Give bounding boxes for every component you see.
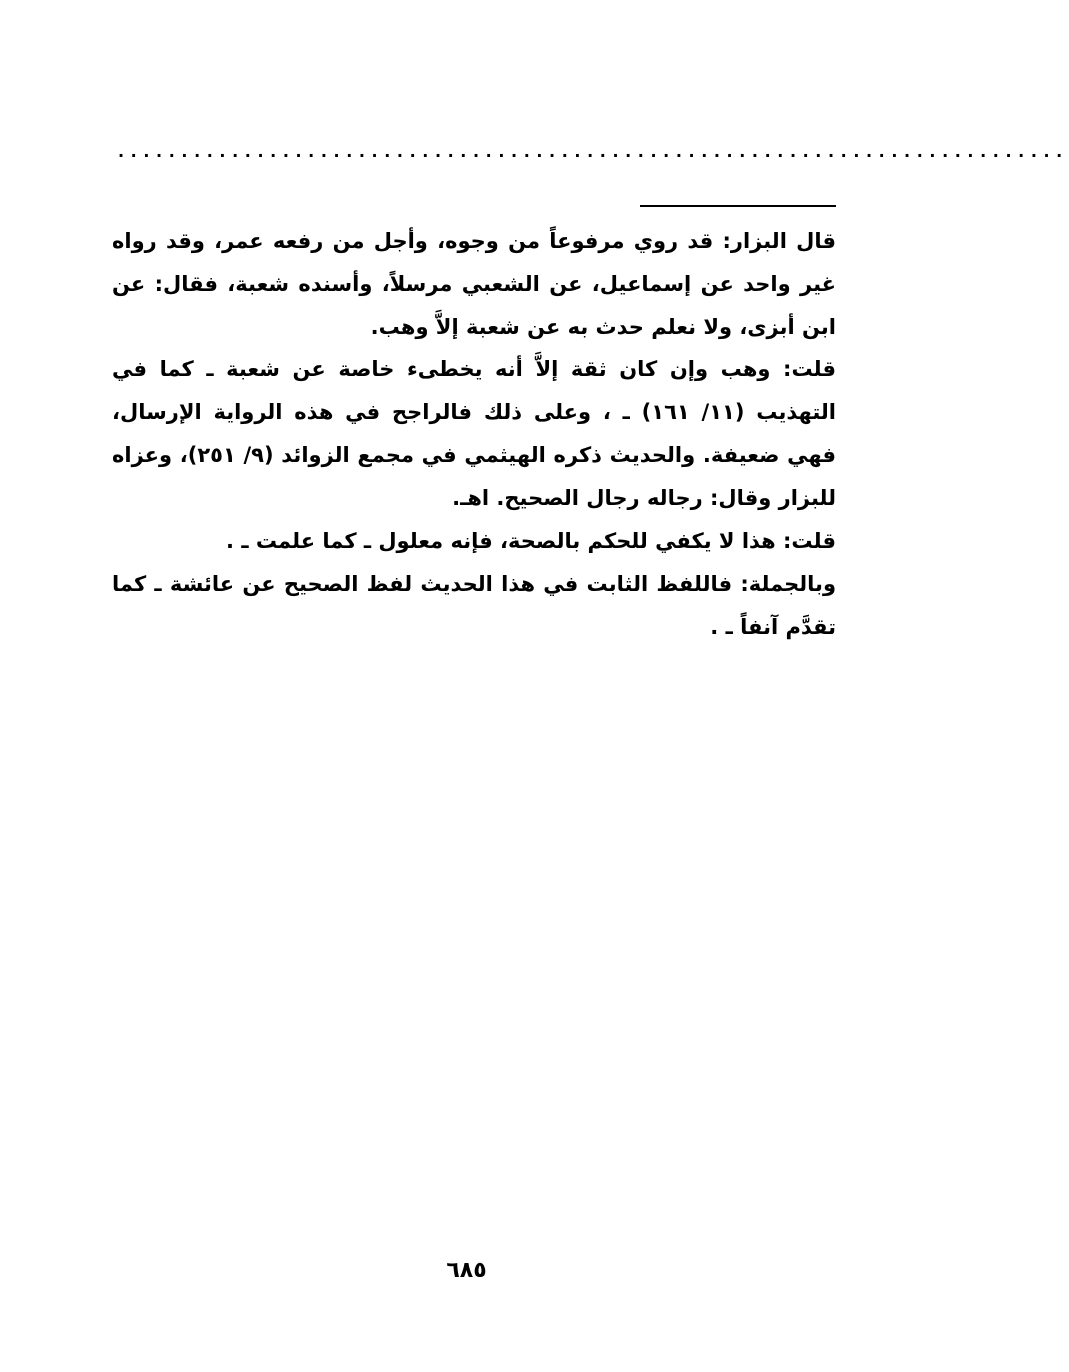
paragraph-wahb-note: قلت: وهب وإن كان ثقة إلاَّ أنه يخطىء خاصة عن شعبة ـ كما في التهذيب (١١/ ١٦١) ـ ، وعلى ذلك فالراجح في هذه الرواية الإرسال، فهي ضعيفة. والحديث ذكره الهيثمي في مجمع الزوائد (٩/ ٢٥١)، وعزاه للبزار وقال: رجاله رجال الصحيح. اهـ. [112, 357, 836, 510]
paragraph-insufficient-note: قلت: هذا لا يكفي للحكم بالصحة، فإنه معلول ـ كما علمت ـ . [226, 529, 836, 553]
paragraph-bazzar-quote: قال البزار: قد روي مرفوعاً من وجوه، وأجل من رفعه عمر، وقد رواه غير واحد عن إسماعيل، عن الشعبي مرسلاً، وأسنده شعبة، فقال: عن ابن أبزى، ولا نعلم حدث به عن شعبة إلاَّ وهب. [112, 229, 836, 339]
paragraph-conclusion: وبالجملة: فاللفظ الثابت في هذا الحديث لفظ الصحيح عن عائشة ـ كما تقدَّم آنفاً ـ . [112, 572, 836, 639]
page-number: ٦٨٥ [446, 1258, 487, 1283]
footnote-rule [640, 205, 836, 207]
dotted-separator: ........................................................................... [118, 142, 1069, 161]
